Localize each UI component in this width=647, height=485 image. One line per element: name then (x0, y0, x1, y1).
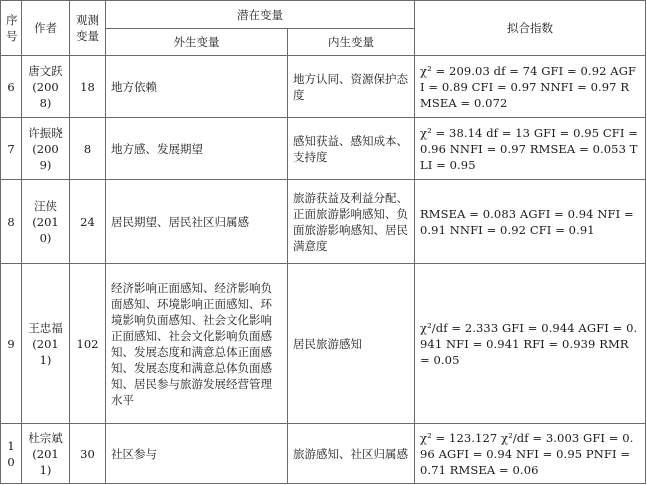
author-year: (2011) (32, 336, 59, 367)
row-no: 6 (1, 56, 22, 118)
row-author (22, 424, 70, 484)
row-fit: χ² = 38.14 df = 13 GFI = 0.95 CFI = 0.96 NNFI = 0.97 RMSEA = 0.053 TLI = 0.95 (415, 118, 646, 180)
row-no: 9 (1, 264, 22, 424)
header-count: 观测变量 (70, 1, 106, 56)
author-name: 汪侠 (34, 198, 57, 213)
row-fit: χ² = 123.127 χ²/df = 3.003 GFI = 0.96 AGFI = 0.94 NFI = 0.95 PNFI = 0.71 RMSEA = 0.06 (415, 424, 646, 484)
row-count: 8 (70, 118, 106, 180)
header-endo: 内生变量 (288, 29, 415, 56)
table-row (1, 424, 646, 484)
row-fit: RMSEA = 0.083 AGFI = 0.94 NFI = 0.91 NNFI = 0.92 CFI = 0.91 (415, 180, 646, 264)
header-exo: 外生变量 (106, 29, 288, 56)
row-count: 102 (70, 264, 106, 424)
author-year: (2011) (32, 446, 59, 477)
author-year: (2010) (32, 214, 59, 245)
row-author (22, 56, 70, 118)
row-no: 7 (1, 118, 22, 180)
header-fit: 拟合指数 (415, 1, 646, 56)
author-year: (2009) (32, 141, 59, 172)
row-author (22, 118, 70, 180)
row-endo: 旅游获益及利益分配、正面旅游影响感知、负面旅游影响感知、居民满意度 (288, 180, 415, 264)
row-exo: 居民期望、居民社区归属感 (106, 180, 288, 264)
author-name: 唐文跃 (28, 63, 63, 78)
header-latent: 潜在变量 (106, 1, 415, 29)
row-endo: 旅游感知、社区归属感 (288, 424, 415, 484)
table-row (1, 118, 646, 180)
table-row (1, 56, 646, 118)
row-author (22, 180, 70, 264)
row-exo: 社区参与 (106, 424, 288, 484)
row-count: 18 (70, 56, 106, 118)
row-endo: 地方认同、资源保护态度 (288, 56, 415, 118)
row-fit: χ²/df = 2.333 GFI = 0.944 AGFI = 0.941 NFI = 0.941 RFI = 0.939 RMR = 0.05 (415, 264, 646, 424)
table-row (1, 264, 646, 424)
header-no: 序号 (1, 1, 22, 56)
row-fit: χ² = 209.03 df = 74 GFI = 0.92 AGFI = 0.89 CFI = 0.97 NNFI = 0.97 RMSEA = 0.072 (415, 56, 646, 118)
table-row (1, 180, 646, 264)
author-name: 王忠福 (28, 320, 63, 335)
row-count: 24 (70, 180, 106, 264)
row-exo: 地方依赖 (106, 56, 288, 118)
author-name: 许振晓 (28, 125, 63, 140)
row-count: 30 (70, 424, 106, 484)
author-name: 杜宗斌 (28, 430, 63, 445)
row-exo: 经济影响正面感知、经济影响负面感知、环境影响正面感知、环境影响负面感知、社会文化影响正面感知、社会文化影响负面感知、发展态度和满意总体正面感知、发展态度和满意总体负面感知、居民参与旅游发展经营管理水平 (106, 264, 288, 424)
row-no: 10 (1, 424, 22, 484)
row-endo: 感知获益、感知成本、支持度 (288, 118, 415, 180)
header-author: 作者 (22, 1, 70, 56)
row-endo: 居民旅游感知 (288, 264, 415, 424)
row-exo: 地方感、发展期望 (106, 118, 288, 180)
author-year: (2008) (32, 79, 59, 110)
header-row-1 (1, 1, 646, 29)
row-author (22, 264, 70, 424)
row-no: 8 (1, 180, 22, 264)
